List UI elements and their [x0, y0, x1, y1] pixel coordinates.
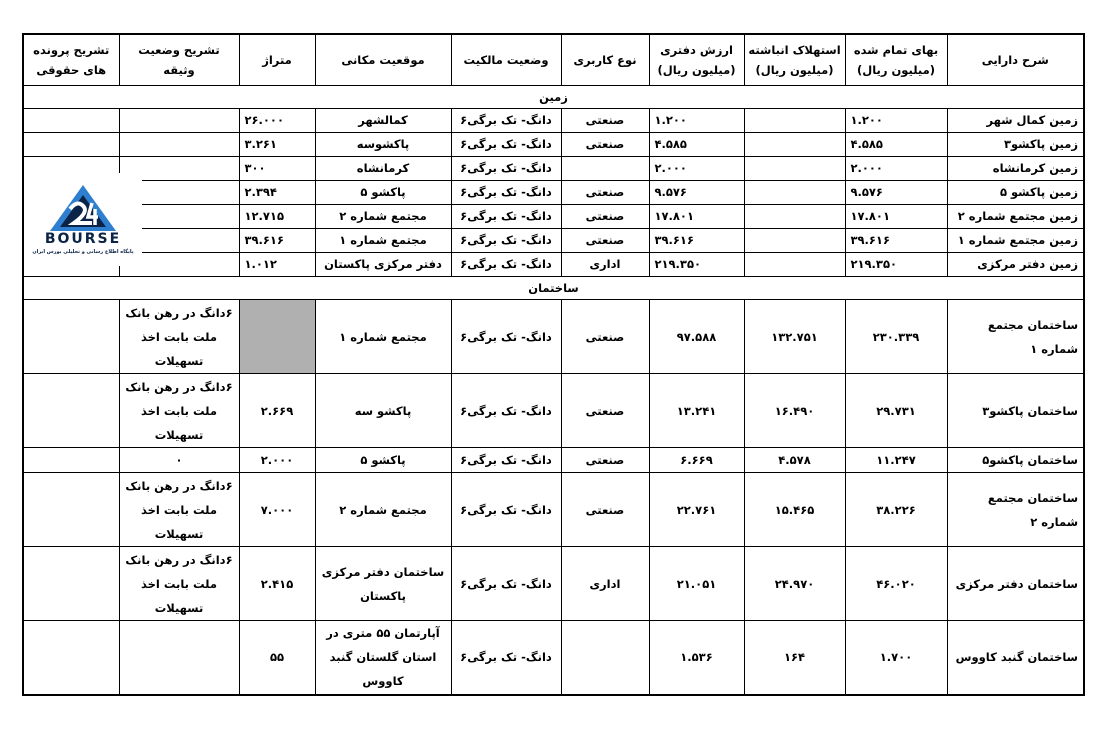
area-cell: ۱.۰۱۲ — [239, 253, 315, 277]
collateral-cell-line: تسهیلات — [154, 427, 204, 442]
depreciation-cell — [744, 181, 845, 205]
collateral-cell — [119, 300, 239, 374]
table-row — [23, 205, 1084, 229]
collateral-cell-line: تسهیلات — [154, 353, 204, 368]
book-value-cell: ۲۲.۷۶۱ — [649, 473, 744, 547]
cost-cell: ۱.۲۰۰ — [845, 109, 947, 133]
collateral-cell — [119, 473, 239, 547]
location-cell-line: پاکشو ۵ — [360, 453, 406, 467]
legal-cell — [23, 374, 119, 448]
usage-cell: صنعتی — [561, 374, 649, 448]
book-value-cell: ۱.۵۳۶ — [649, 621, 744, 695]
legal-cell — [23, 300, 119, 374]
cost-cell: ۲۹.۷۳۱ — [845, 374, 947, 448]
book-value-cell: ۲۱.۰۵۱ — [649, 547, 744, 621]
depreciation-cell: ۲۴.۹۷۰ — [744, 547, 845, 621]
usage-cell: صنعتی — [561, 181, 649, 205]
depreciation-cell: ۱۶.۴۹۰ — [744, 374, 845, 448]
asset-desc-cell: زمین دفتر مرکزی — [947, 253, 1084, 277]
ownership-cell: ۶دانگ- تک برگی — [451, 181, 561, 205]
depreciation-cell: ۱۶۴ — [744, 621, 845, 695]
bourse-logo — [24, 173, 142, 266]
depreciation-cell — [744, 109, 845, 133]
section-row-building — [23, 277, 1084, 300]
collateral-cell — [119, 133, 239, 157]
location-cell-line: پاکشو سه — [354, 403, 412, 418]
cost-cell: ۹.۵۷۶ — [845, 181, 947, 205]
collateral-cell-line: ملت بابت اخذ — [141, 329, 217, 344]
ownership-cell: ۶دانگ- تک برگی — [451, 109, 561, 133]
table-row — [23, 181, 1084, 205]
table-row — [23, 473, 1084, 547]
asset-desc-cell: ساختمان پاکشو۳ — [947, 374, 1084, 448]
asset-desc-cell: ساختمان گنبد کاووس — [947, 621, 1084, 695]
legal-cell — [23, 621, 119, 695]
location-cell — [315, 473, 451, 547]
usage-cell — [561, 157, 649, 181]
header-cost: بهای تمام شده (میلیون ریال) — [845, 34, 947, 86]
cost-cell: ۲۱۹.۳۵۰ — [845, 253, 947, 277]
bourse-logo-subtitle: پایگاه اطلاع رسانی و تحلیلی بورس ایران — [32, 249, 134, 255]
asset-desc-cell: زمین پاکشو۳ — [947, 133, 1084, 157]
usage-cell: صنعتی — [561, 229, 649, 253]
book-value-cell: ۹.۵۷۶ — [649, 181, 744, 205]
location-cell: پاکشوسه — [315, 133, 451, 157]
header-book-value: ارزش دفتری (میلیون ریال) — [649, 34, 744, 86]
area-cell: ۳۰۰ — [239, 157, 315, 181]
header-asset-desc: شرح دارایی — [947, 34, 1084, 86]
bourse-logo-icon — [48, 183, 118, 233]
ownership-cell: ۶دانگ- تک برگی — [451, 473, 561, 547]
area-cell: ۷.۰۰۰ — [239, 473, 315, 547]
location-cell: مجتمع شماره ۲ — [315, 205, 451, 229]
asset-desc-cell: زمین کمال شهر — [947, 109, 1084, 133]
collateral-cell-line: ملت بابت اخذ — [141, 576, 217, 591]
table-row — [23, 300, 1084, 374]
usage-cell: صنعتی — [561, 473, 649, 547]
table-row — [23, 253, 1084, 277]
location-cell: دفتر مرکزی پاکستان — [315, 253, 451, 277]
depreciation-cell: ۴.۵۷۸ — [744, 448, 845, 473]
section-label-land: زمین — [23, 86, 1084, 109]
legal-cell — [23, 109, 119, 133]
usage-cell: اداری — [561, 547, 649, 621]
ownership-cell: ۶دانگ- تک برگی — [451, 205, 561, 229]
location-cell: مجتمع شماره ۱ — [315, 229, 451, 253]
collateral-cell-line: ملت بابت اخذ — [141, 403, 217, 418]
location-cell-line: استان گلستان گنبد — [329, 650, 437, 665]
header-legal: تشریح پرونده های حقوقی — [23, 34, 119, 86]
collateral-cell-line: ملت بابت اخذ — [141, 502, 217, 517]
book-value-cell: ۲.۰۰۰ — [649, 157, 744, 181]
depreciation-cell — [744, 205, 845, 229]
cost-cell: ۳۹.۶۱۶ — [845, 229, 947, 253]
area-cell: ۳.۲۶۱ — [239, 133, 315, 157]
depreciation-cell: ۱۳۲.۷۵۱ — [744, 300, 845, 374]
ownership-cell: ۶دانگ- تک برگی — [451, 157, 561, 181]
usage-cell: صنعتی — [561, 300, 649, 374]
header-usage: نوع کاربری — [561, 34, 649, 86]
location-cell-line: مجتمع شماره ۱ — [339, 329, 427, 344]
book-value-cell: ۲۱۹.۳۵۰ — [649, 253, 744, 277]
collateral-cell-line: ۶دانگ در رهن بانک — [125, 478, 233, 493]
header-location: موقعیت مکانی — [315, 34, 451, 86]
ownership-cell: ۶دانگ- تک برگی — [451, 300, 561, 374]
area-cell: ۲۶.۰۰۰ — [239, 109, 315, 133]
asset-table — [22, 33, 1085, 696]
asset-desc-cell: ساختمان دفتر مرکزی — [947, 547, 1084, 621]
usage-cell: صنعتی — [561, 133, 649, 157]
asset-desc-cell: ساختمان پاکشو۵ — [947, 448, 1084, 473]
cost-cell: ۴.۵۸۵ — [845, 133, 947, 157]
asset-desc-cell: زمین کرمانشاه — [947, 157, 1084, 181]
asset-desc-cell: زمین مجتمع شماره ۱ — [947, 229, 1084, 253]
asset-table-sheet — [22, 33, 1085, 696]
depreciation-cell — [744, 157, 845, 181]
ownership-cell: ۶دانگ- تک برگی — [451, 547, 561, 621]
collateral-cell — [119, 621, 239, 695]
location-cell-line: ساختمان دفتر مرکزی — [321, 564, 445, 579]
asset-desc-cell: ساختمان مجتمع شماره ۱ — [947, 300, 1084, 374]
location-cell — [315, 621, 451, 695]
usage-cell — [561, 621, 649, 695]
collateral-cell-line: ۰ — [175, 453, 183, 467]
header-depreciation: استهلاک انباشته (میلیون ریال) — [744, 34, 845, 86]
area-cell: ۳۹.۶۱۶ — [239, 229, 315, 253]
table-row — [23, 374, 1084, 448]
area-cell: ۵۵ — [239, 621, 315, 695]
legal-cell — [23, 448, 119, 473]
table-row — [23, 621, 1084, 695]
area-cell: ۲.۴۱۵ — [239, 547, 315, 621]
ownership-cell: ۶دانگ- تک برگی — [451, 253, 561, 277]
collateral-cell — [119, 109, 239, 133]
location-cell: پاکشو ۵ — [315, 181, 451, 205]
location-cell — [315, 547, 451, 621]
asset-desc-cell: ساختمان مجتمع شماره ۲ — [947, 473, 1084, 547]
collateral-cell-line: ۶دانگ در رهن بانک — [125, 305, 233, 320]
table-row — [23, 109, 1084, 133]
area-cell: ۱۲.۷۱۵ — [239, 205, 315, 229]
table-row — [23, 157, 1084, 181]
depreciation-cell — [744, 133, 845, 157]
cost-cell: ۴۶.۰۲۰ — [845, 547, 947, 621]
depreciation-cell: ۱۵.۴۶۵ — [744, 473, 845, 547]
collateral-cell — [119, 448, 239, 473]
location-cell: کرمانشاه — [315, 157, 451, 181]
book-value-cell: ۹۷.۵۸۸ — [649, 300, 744, 374]
location-cell-line: آپارتمان ۵۵ متری در — [326, 626, 440, 641]
book-value-cell: ۶.۶۶۹ — [649, 448, 744, 473]
book-value-cell: ۱.۲۰۰ — [649, 109, 744, 133]
ownership-cell: ۶دانگ- تک برگی — [451, 621, 561, 695]
header-collateral: تشریح وضعیت وثیقه — [119, 34, 239, 86]
cost-cell: ۱۱.۲۴۷ — [845, 448, 947, 473]
table-row — [23, 547, 1084, 621]
depreciation-cell — [744, 229, 845, 253]
usage-cell: صنعتی — [561, 448, 649, 473]
location-cell — [315, 300, 451, 374]
book-value-cell: ۴.۵۸۵ — [649, 133, 744, 157]
book-value-cell: ۱۷.۸۰۱ — [649, 205, 744, 229]
legal-cell — [23, 473, 119, 547]
location-cell — [315, 374, 451, 448]
table-row — [23, 229, 1084, 253]
cost-cell: ۲۳۰.۳۳۹ — [845, 300, 947, 374]
table-row — [23, 448, 1084, 473]
book-value-cell: ۱۳.۲۴۱ — [649, 374, 744, 448]
depreciation-cell — [744, 253, 845, 277]
table-row — [23, 133, 1084, 157]
collateral-cell-line: تسهیلات — [154, 526, 204, 541]
location-cell — [315, 448, 451, 473]
area-cell: ۲.۰۰۰ — [239, 448, 315, 473]
ownership-cell: ۶دانگ- تک برگی — [451, 374, 561, 448]
ownership-cell: ۶دانگ- تک برگی — [451, 133, 561, 157]
book-value-cell: ۳۹.۶۱۶ — [649, 229, 744, 253]
collateral-cell — [119, 547, 239, 621]
cost-cell: ۲.۰۰۰ — [845, 157, 947, 181]
header-ownership: وضعیت مالکیت — [451, 34, 561, 86]
collateral-cell-line: تسهیلات — [154, 600, 204, 615]
asset-desc-cell: زمین مجتمع شماره ۲ — [947, 205, 1084, 229]
ownership-cell: ۶دانگ- تک برگی — [451, 229, 561, 253]
area-cell — [239, 300, 315, 374]
ownership-cell: ۶دانگ- تک برگی — [451, 448, 561, 473]
collateral-cell-line: ۶دانگ در رهن بانک — [125, 552, 233, 567]
header-row — [23, 34, 1084, 86]
cost-cell: ۳۸.۲۲۶ — [845, 473, 947, 547]
location-cell-line: پاکستان — [360, 588, 406, 603]
location-cell-line: کاووس — [362, 674, 404, 689]
bourse-logo-text: BOURSE — [44, 231, 122, 247]
location-cell-line: مجتمع شماره ۲ — [339, 502, 427, 517]
usage-cell: اداری — [561, 253, 649, 277]
asset-desc-cell: زمین پاکشو ۵ — [947, 181, 1084, 205]
usage-cell: صنعتی — [561, 205, 649, 229]
legal-cell — [23, 133, 119, 157]
area-cell: ۲.۶۶۹ — [239, 374, 315, 448]
cost-cell: ۱.۷۰۰ — [845, 621, 947, 695]
area-cell: ۲.۳۹۴ — [239, 181, 315, 205]
collateral-cell — [119, 374, 239, 448]
header-area: متراژ — [239, 34, 315, 86]
cost-cell: ۱۷.۸۰۱ — [845, 205, 947, 229]
section-row-land — [23, 86, 1084, 109]
legal-cell — [23, 547, 119, 621]
section-label-building: ساختمان — [23, 277, 1084, 300]
collateral-cell-line: ۶دانگ در رهن بانک — [125, 379, 233, 394]
location-cell: کمالشهر — [315, 109, 451, 133]
usage-cell: صنعتی — [561, 109, 649, 133]
